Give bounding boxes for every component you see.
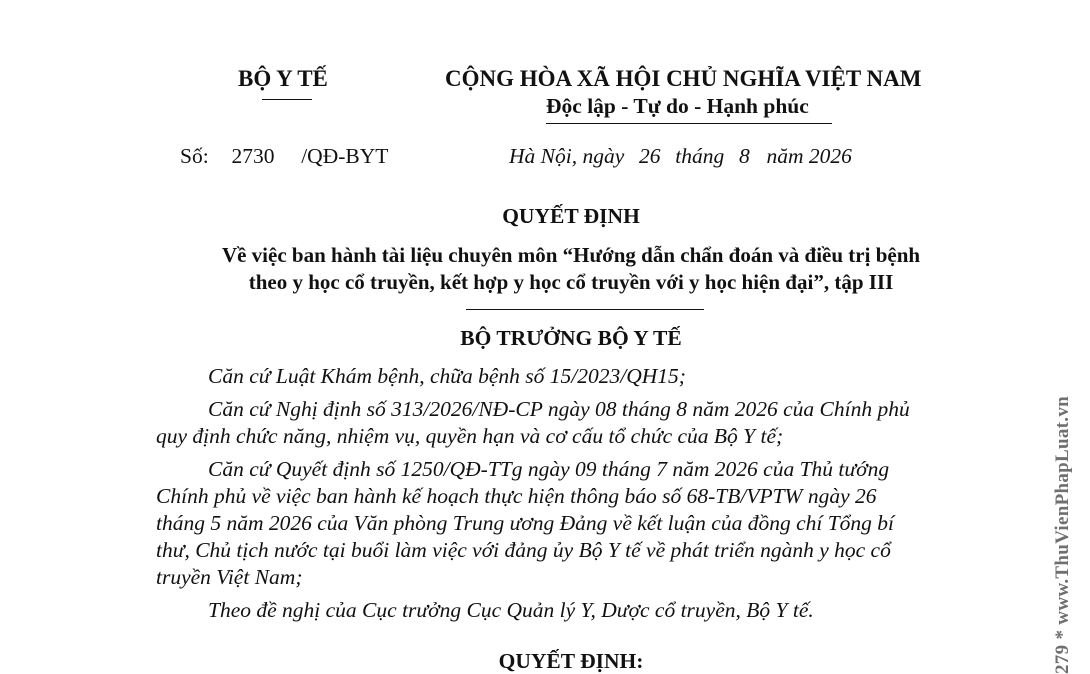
subject-line-2: theo y học cổ truyền, kết hợp y học cổ truyền với y học hiện đại”, tập III	[248, 270, 894, 294]
place-and-date	[509, 144, 852, 169]
paragraph-3-line-2: Chính phủ về việc ban hành kế hoạch thực hiện thông báo số 68-TB/VPTW ngày 26	[156, 484, 877, 508]
paragraph-2-line-2: quy định chức năng, nhiệm vụ, quyền hạn và cơ cấu tổ chức của Bộ Y tế;	[156, 424, 784, 448]
paragraph-3-line-3: tháng 5 năm 2026 của Văn phòng Trung ương Đảng về kết luận của đồng chí Tổng bí	[156, 511, 895, 535]
paragraph-3-line-5: truyền Việt Nam;	[156, 565, 303, 589]
date-year: 2026	[808, 144, 852, 168]
date-month: 8	[739, 144, 750, 168]
preamble-paragraph-3	[156, 456, 986, 591]
paragraph-3-line-1: Căn cứ Quyết định số 1250/QĐ-TTg ngày 09 tháng 7 năm 2026 của Thủ tướng	[208, 457, 890, 481]
title-underline	[466, 309, 704, 310]
number-value: 2730	[231, 144, 275, 168]
document-number	[180, 144, 388, 169]
subject-line-1: Về việc ban hành tài liệu chuyên môn “Hướng dẫn chẩn đoán và điều trị bệnh	[221, 243, 921, 267]
country-name: CỘNG HÒA XÃ HỘI CHỦ NGHĨA VIỆT NAM	[445, 66, 922, 91]
date-month-word: tháng	[675, 144, 725, 168]
paragraph-3-line-4: thư, Chủ tịch nước tại buổi làm việc với đảng ủy Bộ Y tế về phát triển ngành y học cổ	[156, 538, 891, 562]
preamble-paragraph-2	[156, 396, 986, 450]
number-prefix: Số:	[180, 144, 209, 168]
motto-underline	[546, 123, 832, 124]
document-title: QUYẾT ĐỊNH	[502, 204, 640, 228]
preamble-paragraph-1: Căn cứ Luật Khám bệnh, chữa bệnh số 15/2023/QH15;	[208, 364, 686, 388]
preamble-paragraph-4: Theo đề nghị của Cục trưởng Cục Quản lý Y, Dược cổ truyền, Bộ Y tế.	[208, 598, 814, 622]
ministry-underline	[262, 99, 312, 100]
paragraph-2-line-1: Căn cứ Nghị định số 313/2026/NĐ-CP ngày 08 tháng 8 năm 2026 của Chính phủ	[208, 397, 910, 421]
national-motto: Độc lập - Tự do - Hạnh phúc	[546, 94, 809, 118]
issuing-authority: BỘ TRƯỞNG BỘ Y TẾ	[460, 326, 682, 350]
number-suffix: /QĐ-BYT	[301, 144, 389, 168]
decision-heading: QUYẾT ĐỊNH:	[498, 649, 644, 673]
ministry-name: BỘ Y TẾ	[238, 66, 328, 91]
date-year-word: năm	[766, 144, 804, 168]
place-date-prefix: Hà Nội, ngày	[509, 144, 625, 168]
side-watermark: 279 * www.ThuVienPhapLuat.vn	[1052, 396, 1073, 674]
date-day: 26	[639, 144, 661, 168]
